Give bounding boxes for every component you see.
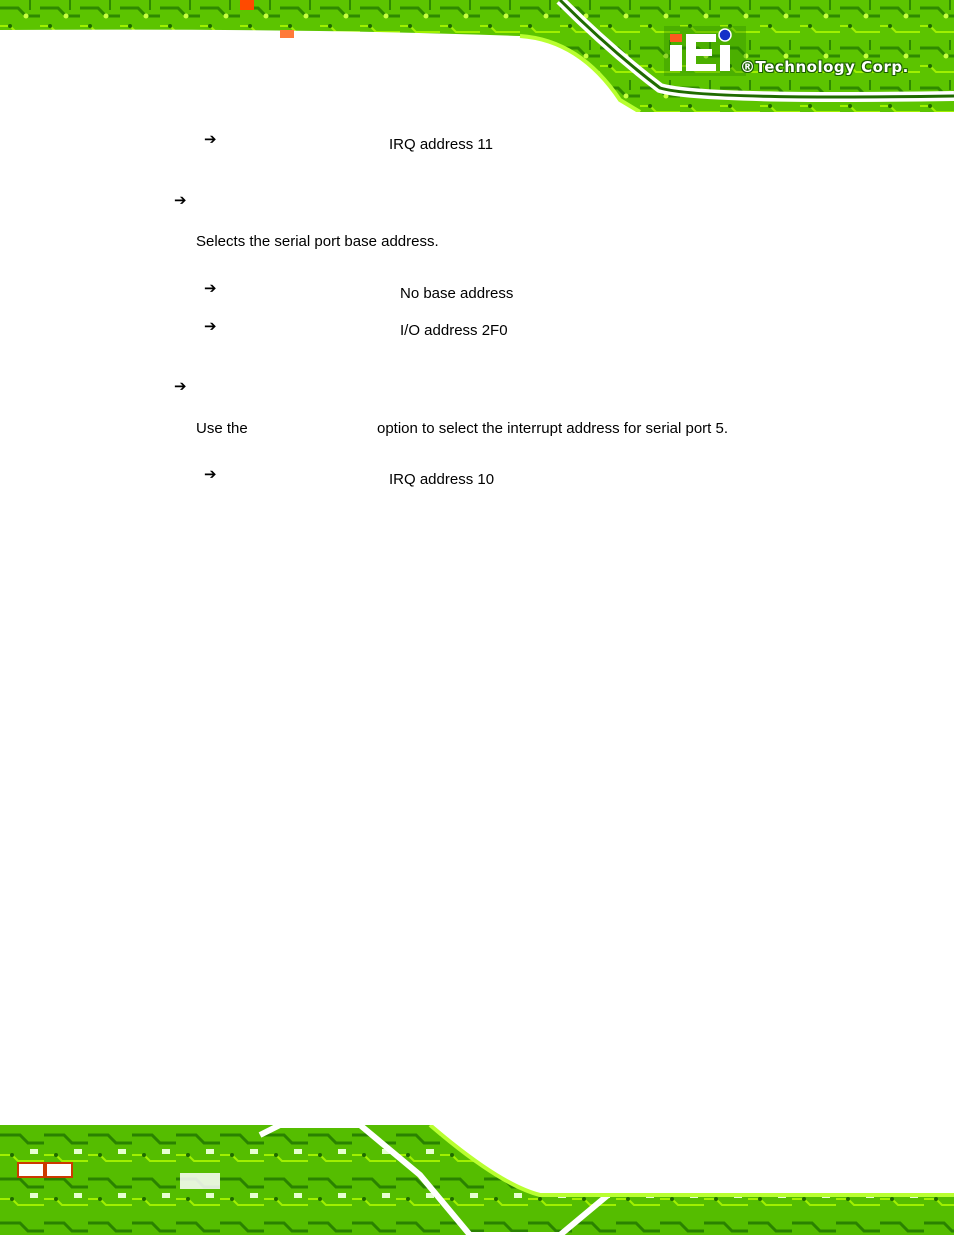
option-arrow-icon: ➔: [204, 465, 217, 483]
option-no-base-text: No base address: [400, 285, 514, 302]
section-irq-description-suffix: option to select the interrupt address for serial port 5.: [377, 420, 729, 437]
option-arrow-icon: ➔: [204, 317, 217, 335]
option-irq11-text: IRQ address 11: [389, 136, 493, 153]
option-arrow-icon: ➔: [204, 130, 217, 148]
footer-banner: [0, 1125, 954, 1235]
section-base-description: Selects the serial port base address.: [196, 233, 439, 250]
section-arrow-icon: ➔: [174, 191, 187, 209]
section-irq-description-prefix: Use the: [196, 420, 248, 437]
option-irq10-text: IRQ address 10: [389, 471, 495, 488]
brand-text: ®Technology Corp.: [740, 58, 909, 76]
option-arrow-icon: ➔: [204, 279, 217, 297]
option-io-2f0-text: I/O address 2F0: [400, 322, 508, 339]
section-arrow-icon: ➔: [174, 377, 187, 395]
